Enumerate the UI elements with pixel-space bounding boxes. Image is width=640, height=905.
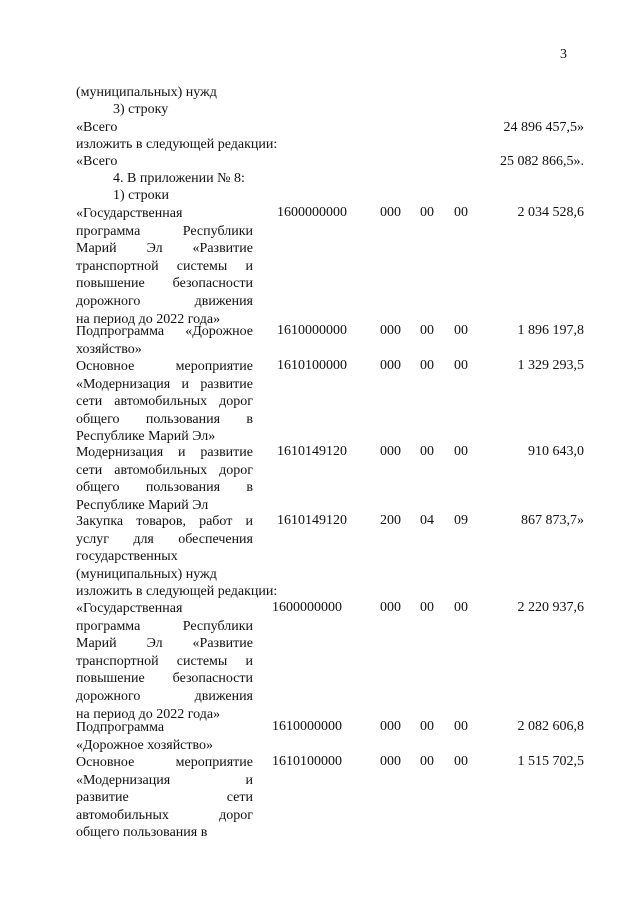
row-section: 00 xyxy=(420,323,434,338)
row-name-line: общего пользования в xyxy=(76,825,208,841)
row-name-line: транспортной системы и xyxy=(76,653,253,669)
row-code: 1610000000 xyxy=(272,719,342,734)
row-name-line: общего пользования в xyxy=(76,480,253,496)
row-name-line: дорожного движения xyxy=(76,293,253,309)
row-subsection: 00 xyxy=(454,205,468,220)
intro-line-2: 3) строку xyxy=(113,102,169,117)
row-name-line: повышение безопасности xyxy=(76,276,253,292)
row-section: 00 xyxy=(420,205,434,220)
intro-line-1: (муниципальных) нужд xyxy=(76,85,217,100)
row-section: 00 xyxy=(420,600,434,615)
row-amount: 1 896 197,8 xyxy=(517,323,584,338)
row-name-line: Подпрограмма xyxy=(76,720,165,735)
row-code: 1610149120 xyxy=(277,444,347,459)
row-name-line: услуг для обеспечения xyxy=(76,531,253,547)
row-code: 1610100000 xyxy=(277,358,347,373)
row-subsection: 00 xyxy=(454,358,468,373)
row-code: 1600000000 xyxy=(272,600,342,615)
row-name-line: «Модернизация и xyxy=(76,772,253,788)
row-section: 04 xyxy=(420,513,434,528)
row-subsection: 00 xyxy=(454,719,468,734)
intro-total-old-value: 24 896 457,5» xyxy=(503,120,584,135)
mid-text: изложить в следующей редакции: xyxy=(76,584,278,599)
row-name-line: Модернизация и развитие xyxy=(76,445,253,460)
row-expense-type: 000 xyxy=(380,205,401,220)
row-name xyxy=(76,323,253,358)
row-name-line: на период до 2022 года» xyxy=(76,706,221,722)
row-expense-type: 000 xyxy=(380,600,401,615)
row-code: 1610000000 xyxy=(277,323,347,338)
row-subsection: 00 xyxy=(454,754,468,769)
row-name-line: развитие сети xyxy=(76,790,253,806)
row-name-line: Закупка товаров, работ и xyxy=(76,514,253,529)
row-subsection: 00 xyxy=(454,444,468,459)
row-name-line: Марий Эл «Развитие xyxy=(76,636,253,652)
row-name-line: (муниципальных) нужд xyxy=(76,566,217,582)
row-amount: 2 082 606,8 xyxy=(517,719,584,734)
row-name-line: «Модернизация и развитие xyxy=(76,376,253,392)
row-section: 00 xyxy=(420,444,434,459)
row-section: 00 xyxy=(420,358,434,373)
row-amount: 867 873,7» xyxy=(521,513,584,528)
row-name-line: Основное мероприятие xyxy=(76,359,253,374)
row-section: 00 xyxy=(420,719,434,734)
row-expense-type: 000 xyxy=(380,754,401,769)
row-name xyxy=(76,444,253,514)
row-name-line: автомобильных дорог xyxy=(76,807,253,823)
row-name-line: общего пользования в xyxy=(76,411,253,427)
row-name-line: программа Республики xyxy=(76,223,253,239)
row-name-line: Подпрограмма «Дорожное xyxy=(76,324,253,339)
intro-line-4: изложить в следующей редакции: xyxy=(76,137,278,152)
row-expense-type: 000 xyxy=(380,444,401,459)
row-amount: 2 034 528,6 xyxy=(517,205,584,220)
intro-total-new-label: «Всего xyxy=(76,154,118,169)
row-name-line: сети автомобильных дорог xyxy=(76,394,253,410)
row-amount: 2 220 937,6 xyxy=(517,600,584,615)
row-expense-type: 000 xyxy=(380,358,401,373)
row-name xyxy=(76,600,253,723)
intro-line-6: 4. В приложении № 8: xyxy=(113,171,245,186)
row-name xyxy=(76,513,253,583)
row-name-line: «Государственная xyxy=(76,601,183,616)
row-expense-type: 000 xyxy=(380,719,401,734)
row-expense-type: 000 xyxy=(380,323,401,338)
row-name-line: хозяйство» xyxy=(76,341,142,357)
row-name-line: повышение безопасности xyxy=(76,671,253,687)
row-name xyxy=(76,719,253,754)
row-subsection: 00 xyxy=(454,600,468,615)
row-name-line: на период до 2022 года» xyxy=(76,311,221,327)
row-code: 1600000000 xyxy=(277,205,347,220)
row-name-line: Республике Марий Эл» xyxy=(76,429,216,445)
row-name xyxy=(76,754,253,842)
row-name xyxy=(76,358,253,446)
row-name-line: «Государственная xyxy=(76,206,183,221)
row-name-line: Основное мероприятие xyxy=(76,755,253,770)
row-name-line: транспортной системы и xyxy=(76,258,253,274)
row-name xyxy=(76,205,253,328)
intro-line-7: 1) строки xyxy=(113,188,169,203)
row-expense-type: 200 xyxy=(380,513,401,528)
row-name-line: дорожного движения xyxy=(76,688,253,704)
row-amount: 910 643,0 xyxy=(528,444,584,459)
row-name-line: Марий Эл «Развитие xyxy=(76,241,253,257)
row-name-line: сети автомобильных дорог xyxy=(76,462,253,478)
intro-total-old-label: «Всего xyxy=(76,120,118,135)
row-name-line: «Дорожное хозяйство» xyxy=(76,737,214,753)
row-name-line: Республике Марий Эл xyxy=(76,497,209,513)
row-code: 1610149120 xyxy=(277,513,347,528)
intro-total-new-value: 25 082 866,5». xyxy=(500,154,584,169)
row-subsection: 00 xyxy=(454,323,468,338)
row-amount: 1 329 293,5 xyxy=(517,358,584,373)
row-amount: 1 515 702,5 xyxy=(517,754,584,769)
row-subsection: 09 xyxy=(454,513,468,528)
row-code: 1610100000 xyxy=(272,754,342,769)
page-number: 3 xyxy=(560,47,567,62)
row-name-line: программа Республики xyxy=(76,618,253,634)
row-section: 00 xyxy=(420,754,434,769)
row-name-line: государственных xyxy=(76,549,178,565)
